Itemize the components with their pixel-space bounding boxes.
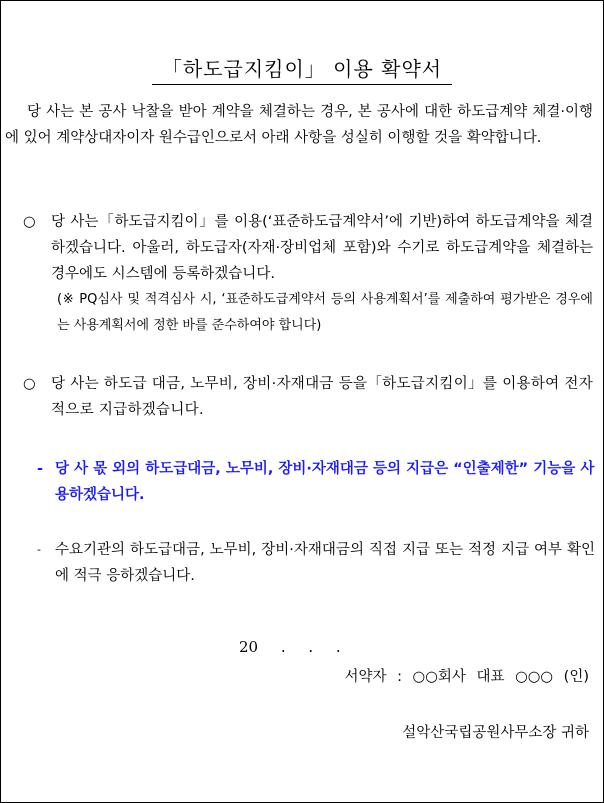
pledge-item-1-note: (※ PQ심사 및 적격심사 시, ‘표준하도급계약서 등의 사용계획서’를 제출하여 평가받은 경우에는 사용계획서에 정한 바를 준수하여야 합니다) [57,292,593,333]
sub-item-withdrawal-limit [5,456,595,508]
date-line: 20 . . . [239,638,341,656]
pledge-item-1 [5,209,593,339]
pledge-item-2 [5,371,593,423]
signer-line: 서약자 : ○○회사 대표 ○○○ (인) [344,669,589,685]
pledge-item-1-text: 당 사는「하도급지킴이」를 이용(‘표준하도급계약서’에 기반)하여 하도급계약을 체결하겠습니다. 아울러, 하도급자(자재·장비업체 포함)와 수기로 하도급계약을 체결하는 경우에도 시스템에 등록하겠습니다. [51,214,593,282]
dash-bullet-icon: - [37,461,44,477]
addressee-line: 설악산국립공원사무소장 귀하 [402,725,589,741]
document-title-row [1,53,603,85]
circle-bullet-icon: ○ [23,214,36,230]
circle-bullet-icon: ○ [23,376,36,392]
intro-paragraph: 당 사는 본 공사 낙찰을 받아 계약을 체결하는 경우, 본 공사에 대한 하도급계약 체결·이행에 있어 계약상대자이자 원수급인으로서 아래 사항을 성실히 이행할 것을 확약합니다. [5,104,593,146]
sub-item-withdrawal-limit-text: 당 사 몫 외의 하도급대금, 노무비, 장비·자재대금 등의 지급은 “인출제한” 기능을 사용하겠습니다. [55,461,595,503]
dash-bullet-icon: - [37,543,41,556]
sub-item-direct-payment [5,537,595,589]
document-title: 「하도급지킴이」 이용 확약서 [152,53,452,85]
sub-item-direct-payment-text: 수요기관의 하도급대금, 노무비, 장비·자재대금의 직접 지급 또는 적정 지급 여부 확인에 적극 응하겠습니다. [55,542,595,584]
pledge-item-2-text: 당 사는 하도급 대금, 노무비, 장비·자재대금 등을「하도급지킴이」를 이용하여 전자적으로 지급하겠습니다. [51,376,593,418]
